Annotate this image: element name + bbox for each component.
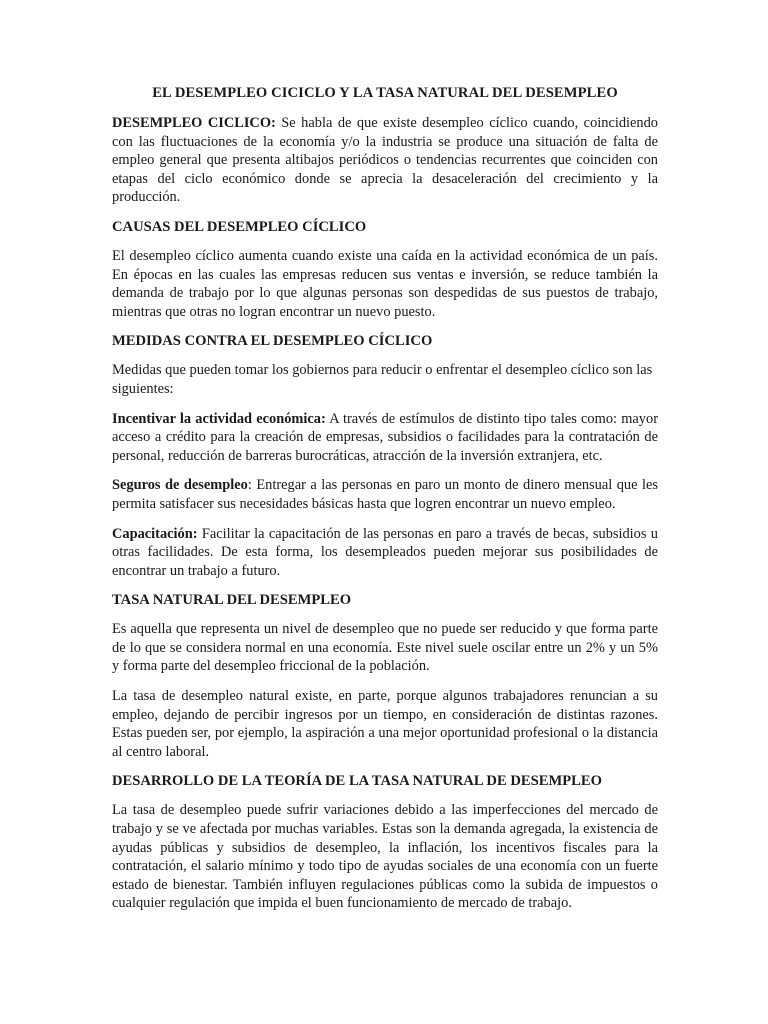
intro-paragraph	[112, 114, 658, 207]
intro-term: DESEMPLEO CICLICO:	[112, 115, 276, 131]
theory-heading: DESARROLLO DE LA TEORÍA DE LA TASA NATURAL DE DESEMPLEO	[112, 773, 602, 790]
measure-item	[112, 525, 658, 581]
natural-rate-paragraph-2: La tasa de desempleo natural existe, en parte, porque algunos trabajadores renuncian a su empleo, dejando de percibir ingresos por un tiempo, en consideración de distintas razones. Estas pueden ser, por ejemplo, la aspiración a una mejor oportunidad profesional o la distancia al centro laboral.	[112, 688, 658, 760]
intro-text: Se habla de que existe desempleo cíclico cuando, coincidiendo con las fluctuaciones de la economía y/o la industria se produce una situación de falta de empleo general que presenta altibajos periódicos o tendencias recurrentes que coinciden con etapas del ciclo económico donde se aprecia la desaceleración del crecimiento y la producción.	[112, 115, 659, 206]
measure-term: Capacitación:	[112, 525, 198, 542]
natural-rate-paragraph-1: Es aquella que representa un nivel de desempleo que no puede ser reducido y que forma parte de lo que se considera normal en una economía. Este nivel suele oscilar entre un 2% y un 5% y forma parte del desempleo friccional de la población.	[112, 621, 658, 675]
theory-paragraph: La tasa de desempleo puede sufrir variaciones debido a las imperfecciones del mercado de trabajo y se ve afectada por muchas variables. Estas son la demanda agregada, la existencia de ayudas públicas y subsidios de desempleo, la inflación, los incentivos fiscales para la contratación, el salario mínimo y todo tipo de ayudas sociales de una economía con un fuerte estado de bienestar. También influyen regulaciones públicas como la subida de impuestos o cualquier regulación que impida el buen funcionamiento de mercado de trabajo.	[112, 802, 658, 912]
measures-intro: Medidas que pueden tomar los gobiernos para reducir o enfrentar el desempleo cíclico son las siguientes:	[112, 362, 653, 397]
document-title: EL DESEMPLEO CICICLO Y LA TASA NATURAL DEL DESEMPLEO	[152, 85, 618, 101]
measure-term: Seguros de desempleo	[112, 477, 248, 494]
measure-item	[112, 476, 658, 513]
measures-heading: MEDIDAS CONTRA EL DESEMPLEO CÍCLICO	[112, 333, 433, 350]
causes-paragraph: El desempleo cíclico aumenta cuando existe una caída en la actividad económica de un país. En épocas en las cuales las empresas reducen sus ventas e inversión, se reduce también la demanda de trabajo por lo que algunas personas son despedidas de sus puestos de trabajo, mientras que otras no logran encontrar un nuevo puesto.	[112, 247, 658, 320]
measure-text: A través de estímulos de distinto tipo tales como: mayor acceso a crédito para la creación de empresas, subsidios o facilidades para la contratación de personal, reducción de barreras burocráticas, atracción de la inversión extranjera, etc.	[112, 410, 658, 464]
measure-text: : Entregar a las personas en paro un monto de dinero mensual que les permita satisfacer sus necesidades básicas hasta que logren encontrar un nuevo empleo.	[112, 477, 658, 512]
measure-term: Incentivar la actividad económica:	[112, 410, 326, 427]
causes-heading: CAUSAS DEL DESEMPLEO CÍCLICO	[112, 218, 367, 235]
natural-rate-heading: TASA NATURAL DEL DESEMPLEO	[112, 592, 352, 609]
measure-item	[112, 410, 658, 466]
measure-text: Facilitar la capacitación de las personas en paro a través de becas, subsidios u otras facilidades. De esta forma, los desempleados pueden mejorar sus posibilidades de encontrar un trabajo a futuro.	[112, 525, 658, 579]
